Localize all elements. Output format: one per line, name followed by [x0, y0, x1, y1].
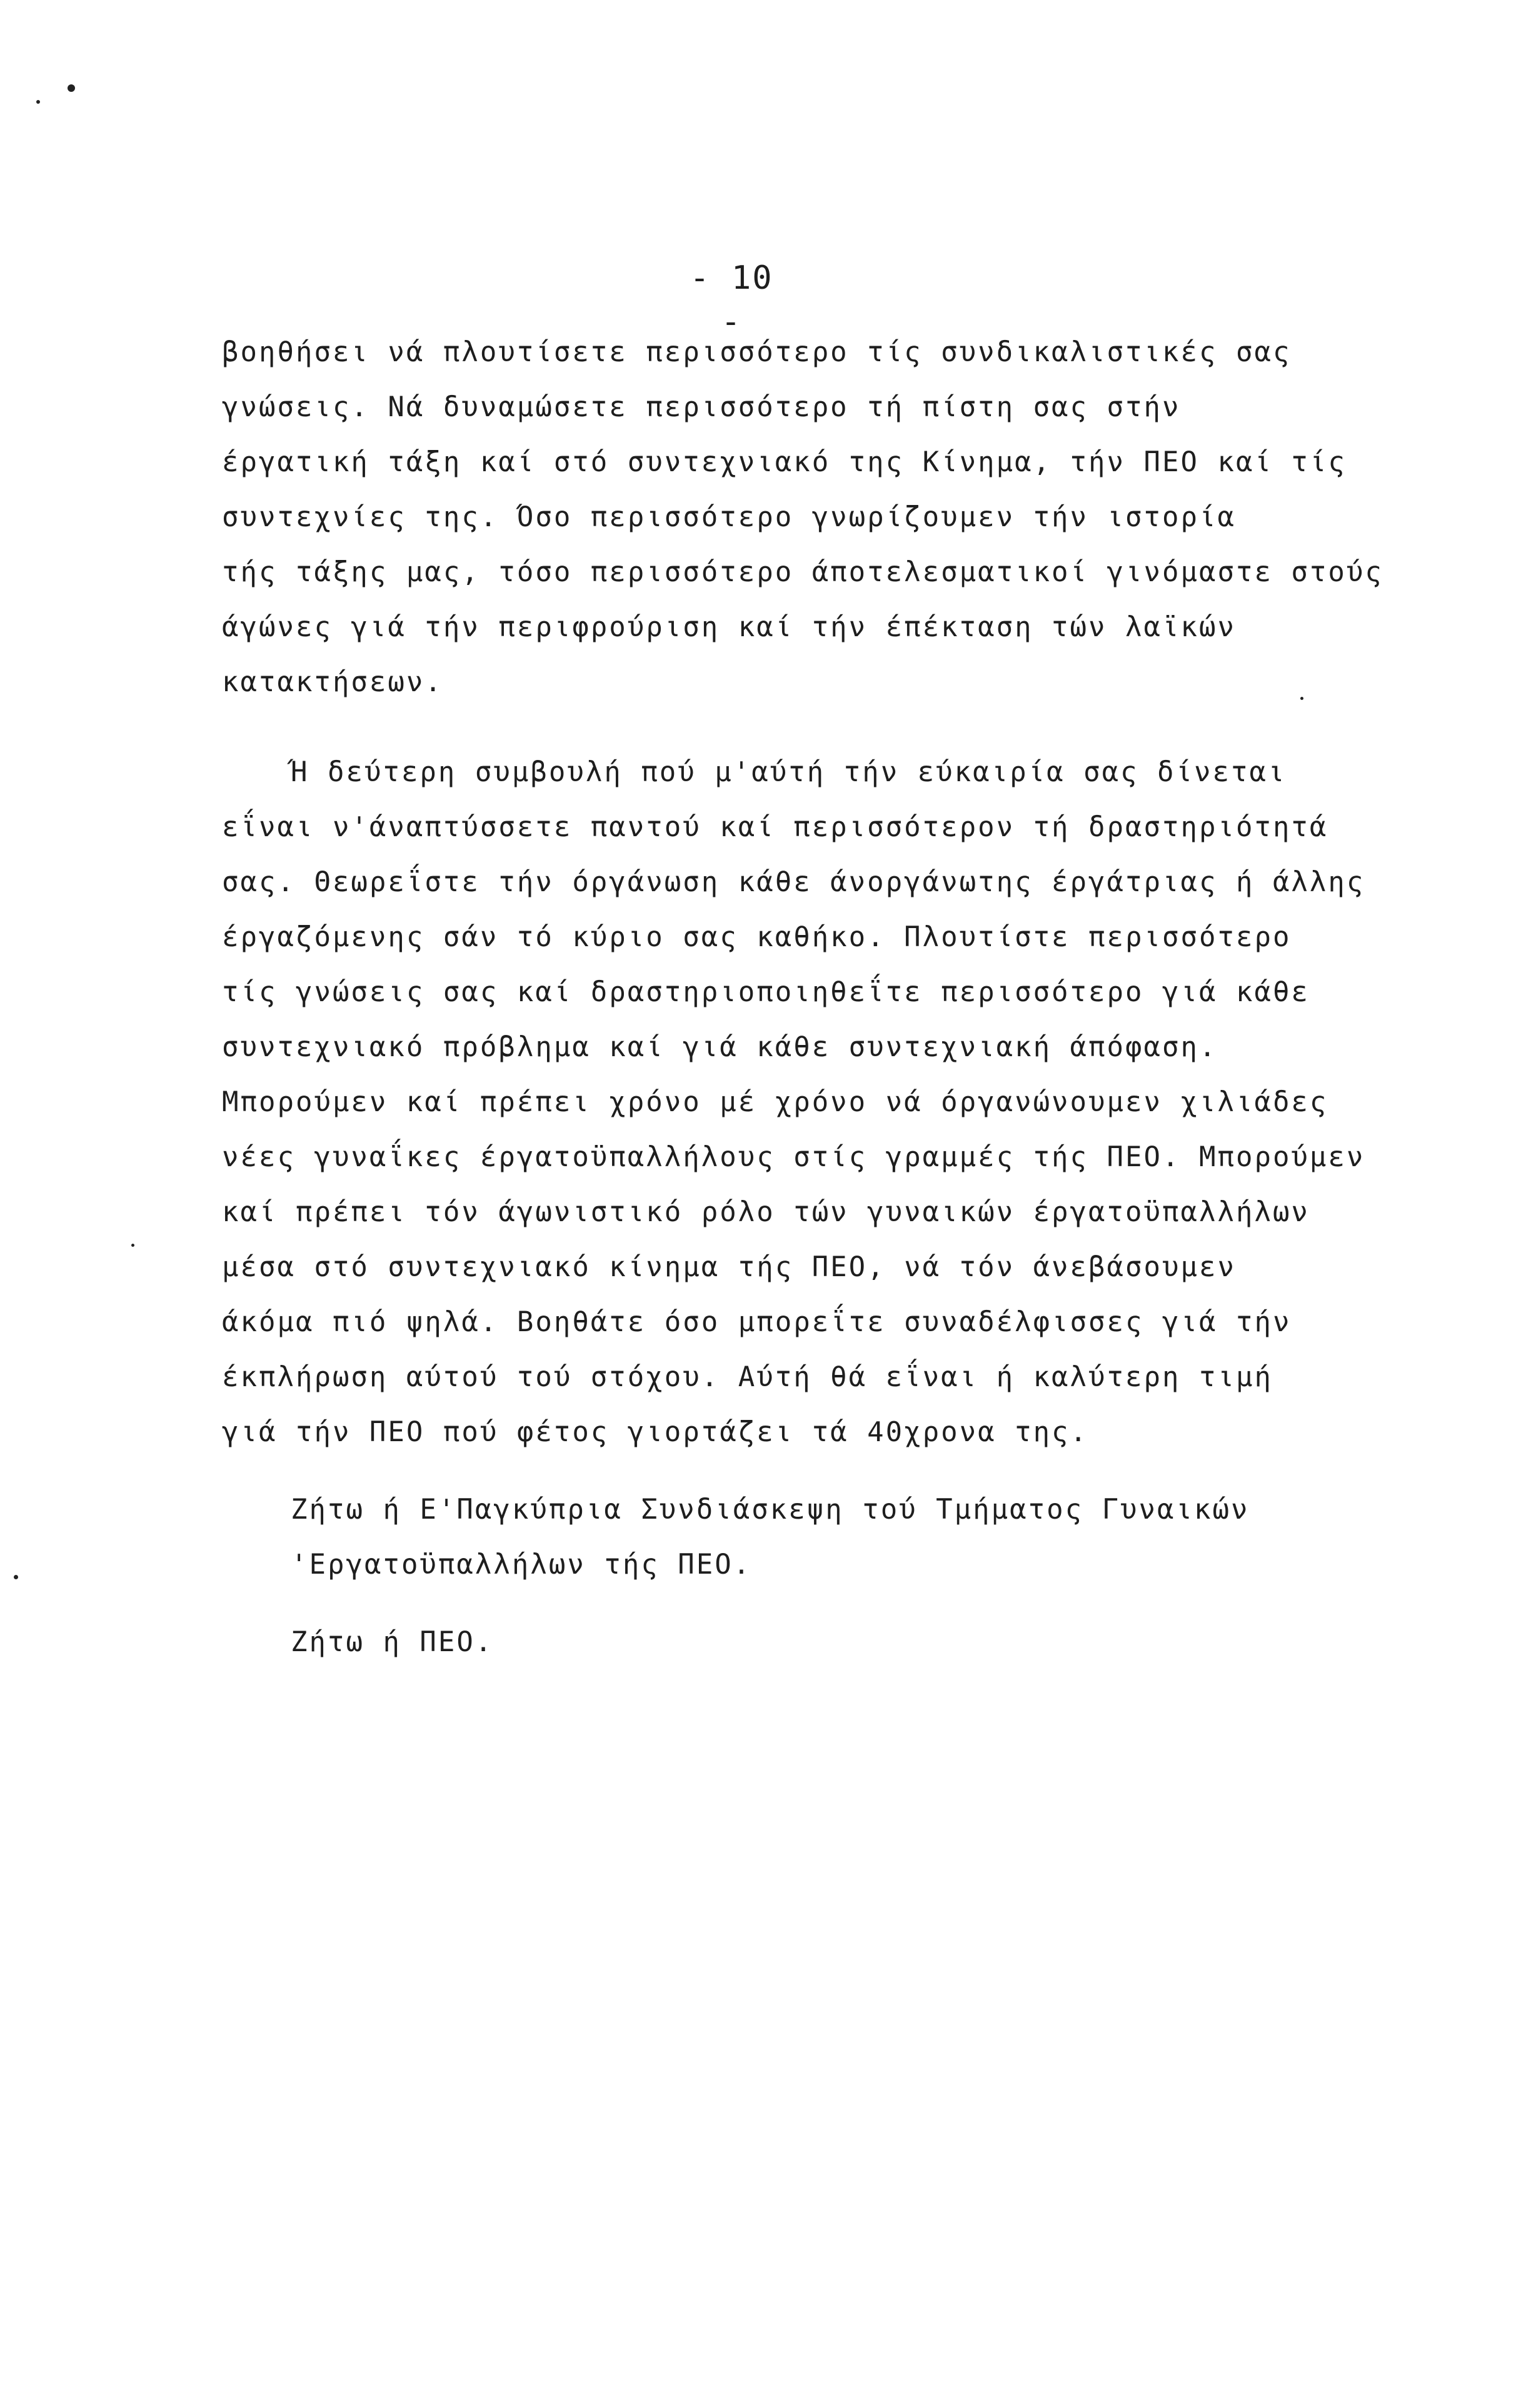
closing-line: Ζήτω ή Ε'Παγκύπρια Συνδιάσκεψη τού Τμήματος Γυναικών: [291, 1494, 1250, 1526]
paragraph-2: [222, 745, 1410, 1460]
text-line: έργαζόμενης σάν τό κύριο σας καθήκο. Πλουτίστε περισσότερο: [222, 921, 1292, 953]
page-number: - 10 -: [690, 259, 773, 341]
text-line: εΐναι ν'άναπτύσσετε παντού καί περισσότερον τή δραστηριότητά: [222, 811, 1328, 843]
text-line: τίς γνώσεις σας καί δραστηριοποιηθεΐτε περισσότερο γιά κάθε: [222, 976, 1310, 1008]
text-line: τής τάξης μας, τόσο περισσότερο άποτελεσματικοί γινόμαστε στούς: [222, 556, 1383, 588]
text-line: νέες γυναΐκες έργατοϋπαλλήλους στίς γραμμές τής ΠΕΟ. Μπορούμεν: [222, 1141, 1365, 1173]
text-line: κατακτήσεων.: [222, 666, 443, 698]
scan-speck: [1300, 697, 1303, 700]
paragraph-1: [222, 325, 1410, 710]
scan-speck: [14, 1575, 18, 1579]
scan-speck: [36, 100, 40, 104]
text-line: συντεχνιακό πρόβλημα καί γιά κάθε συντεχνιακή άπόφαση.: [222, 1031, 1218, 1063]
document-body: [222, 325, 1410, 1670]
text-line: Ή δεύτερη συμβουλή πού μ'αύτή τήν εύκαιρία σας δίνεται: [291, 756, 1287, 788]
text-line: συντεχνίες της. Όσο περισσότερο γνωρίζουμεν τήν ιστορία: [222, 501, 1236, 533]
text-line: σας. Θεωρεΐστε τήν όργάνωση κάθε άνοργάνωτης έργάτριας ή άλλης: [222, 866, 1365, 898]
text-line: μέσα στό συντεχνιακό κίνημα τής ΠΕΟ, νά τόν άνεβάσουμεν: [222, 1251, 1236, 1283]
text-line: άκόμα πιό ψηλά. Βοηθάτε όσο μπορεΐτε συναδέλφισσες γιά τήν: [222, 1306, 1292, 1338]
text-line: Μπορούμεν καί πρέπει χρόνο μέ χρόνο νά όργανώνουμεν χιλιάδες: [222, 1086, 1328, 1118]
text-line: καί πρέπει τόν άγωνιστικό ρόλο τών γυναικών έργατοϋπαλλήλων: [222, 1196, 1310, 1228]
text-line: γνώσεις. Νά δυναμώσετε περισσότερο τή πίστη σας στήν: [222, 391, 1181, 423]
text-line: έκπλήρωση αύτού τού στόχου. Αύτή θά εΐναι ή καλύτερη τιμή: [222, 1361, 1273, 1393]
scan-speck: [131, 1244, 134, 1247]
closing-line: Ζήτω ή ΠΕΟ.: [291, 1626, 494, 1658]
scan-speck: [68, 84, 75, 92]
closing-line: 'Εργατοϋπαλλήλων τής ΠΕΟ.: [291, 1549, 752, 1581]
text-line: βοηθήσει νά πλουτίσετε περισσότερο τίς συνδικαλιστικές σας: [222, 336, 1292, 368]
closing-slogans: [222, 1482, 1410, 1670]
text-line: έργατική τάξη καί στό συντεχνιακό της Κίνημα, τήν ΠΕΟ καί τίς: [222, 446, 1347, 478]
text-line: γιά τήν ΠΕΟ πού φέτος γιορτάζει τά 40χρονα της.: [222, 1416, 1089, 1448]
text-line: άγώνες γιά τήν περιφρούριση καί τήν έπέκταση τών λαϊκών: [222, 611, 1236, 643]
